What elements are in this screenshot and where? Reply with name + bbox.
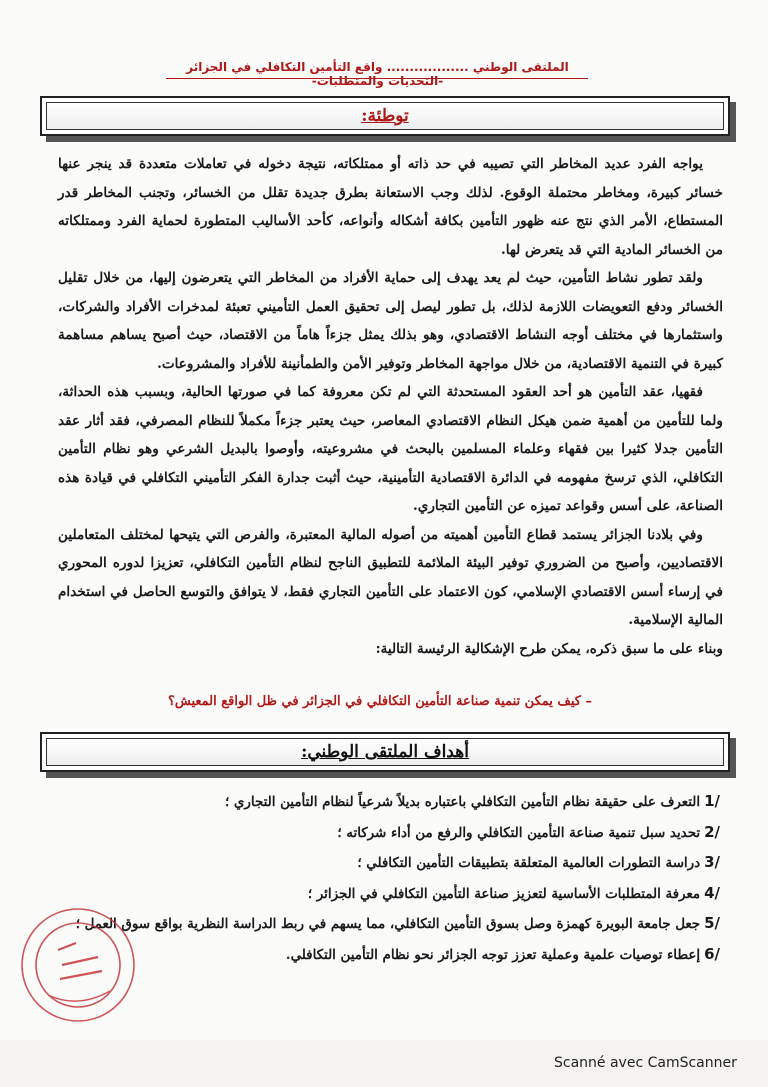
objectives-title: أهداف الملتقى الوطني: (301, 742, 469, 762)
paragraph: وبناء على ما سبق ذكره، يمكن طرح الإشكالية الرئيسة التالية: (375, 640, 723, 657)
objective-item (50, 786, 720, 817)
objective-number: /2 (704, 822, 720, 841)
objective-number: /6 (704, 944, 720, 963)
intro-title: توطئة: (361, 106, 409, 126)
svg-text:✱: ✱ (30, 927, 42, 939)
objective-text: تحديد سبل تنمية صناعة التأمين التكافلي والرفع من أداء شركاته ؛ (337, 824, 701, 841)
running-header: الملتقى الوطني .................. واقع التأمين التكافلي في الجزائر -التحديات والمتطلبات- (186, 60, 569, 88)
intro-body (58, 150, 723, 663)
objective-number: /3 (704, 853, 720, 871)
paragraph: وفي بلادنا الجزائر يستمد قطاع التأمين أهميته من أصوله المالية المعتبرة، والفرص التي يتيحها لمختلف المتعاملين الاقتصاديين، وأصبح من الضروري توفير البيئة الملائمة للتطبيق الناجح لنظام التأمين التكافلي، تعزيزا لدوره المحوري في إرساء أسس الاقتصادي الإسلامي، كون الاعتماد على التأمين التجاري فقط، لا يتوافق والتوسع الحاصل في استخدام المالية الإسلامية. (58, 526, 723, 628)
paragraph: فقهيا، عقد التأمين هو أحد العقود المستحدثة التي لم تكن معروفة كما في صورتها الحالية، وبسبب هذه الحداثة، ولما للتأمين من أهمية ضمن هيكل النظام الاقتصادي المعاصر، حيث يعتبر جزءاً مكملاً للنظام المصرفي، فقد أثار عقد التأمين جدلا كثيرا بين فقهاء وعلماء المسلمين بالبحث في مشروعيته، وأوصوا بالبديل الشرعي وهو نظام التأمين التكافلي، الذي ترسخ مفهومه في الدائرة الاقتصادية التأمينية، حيث أثبت جدارة الفكر التأميني التكافلي في قيادة هذه الصناعة، على أسس وقواعد تميزه عن التأمين التجاري. (58, 384, 723, 514)
objective-number: /4 (704, 883, 720, 902)
objective-number: /5 (704, 914, 720, 932)
objective-item (50, 908, 720, 939)
objectives-title-box (40, 732, 730, 772)
objective-number: /1 (704, 792, 720, 810)
header-underline (166, 78, 588, 79)
paragraph: ولقد تطور نشاط التأمين، حيث لم يعد يهدف إلى حماية الأفراد من المخاطر التي يتعرضون إليها، من خلال تقليل الخسائر ودفع التعويضات اللازمة لذلك، بل تطور ليصل إلى تحقيق العمل التأميني تعبئة لمدخرات الأفراد والشركات، واستثمارها في مختلف أوجه النشاط الاقتصادي، وهو بذلك يمثل جزءاً هاماً من الاقتصاد، حيث أصبح يساهم مساهمة كبيرة في التنمية الاقتصادية، من خلال مواجهة المخاطر وتوفير الأمن والطمأنينة للأفراد والمشروعات. (58, 270, 723, 372)
research-question: – كيف يمكن تنمية صناعة التأمين التكافلي في الجزائر في ظل الواقع المعيش؟ (167, 694, 593, 709)
official-stamp-icon (18, 905, 138, 1025)
objective-text: التعرف على حقيقة نظام التأمين التكافلي باعتباره بديلاً شرعياً لنظام التأمين التجاري ؛ (225, 794, 701, 810)
objective-item (50, 817, 720, 848)
objective-item (50, 939, 720, 970)
objective-text: إعطاء توصيات علمية وعملية تعزز توجه الجزائر نحو نظام التأمين التكافلي. (285, 946, 701, 963)
objectives-list (50, 786, 720, 969)
objective-text: جعل جامعة البويرة كهمزة وصل بسوق التأمين التكافلي، مما يسهم في ربط الدراسة النظرية بواقع سوق العمل ؛ (75, 916, 701, 932)
paragraph: يواجه الفرد عديد المخاطر التي تصيبه في حد ذاته أو ممتلكاته، نتيجة دخوله في تعاملات متعددة قد ينجر عنها خسائر كبيرة، ومخاطر محتملة الوقوع. لذلك وجب الاستعانة بطرق جديدة تقلل من الخسائر، وتجنب المخاطر قدر المستطاع، الأمر الذي نتج عنه ظهور التأمين بكافة أشكاله وأنواعه، كأحد الأساليب المتطورة لحماية الفرد وممتلكاته من الخسائر المادية التي قد يتعرض لها. (58, 156, 723, 258)
objective-text: معرفة المتطلبات الأساسية لتعزيز صناعة التأمين التكافلي في الجزائر ؛ (307, 885, 701, 902)
objective-text: دراسة التطورات العالمية المتعلقة بتطبيقات التأمين التكافلي ؛ (357, 855, 701, 871)
objective-item (50, 878, 720, 909)
intro-title-box (40, 96, 730, 136)
scanner-footer: Scanné avec CamScanner (554, 1055, 737, 1071)
objective-item (50, 847, 720, 878)
